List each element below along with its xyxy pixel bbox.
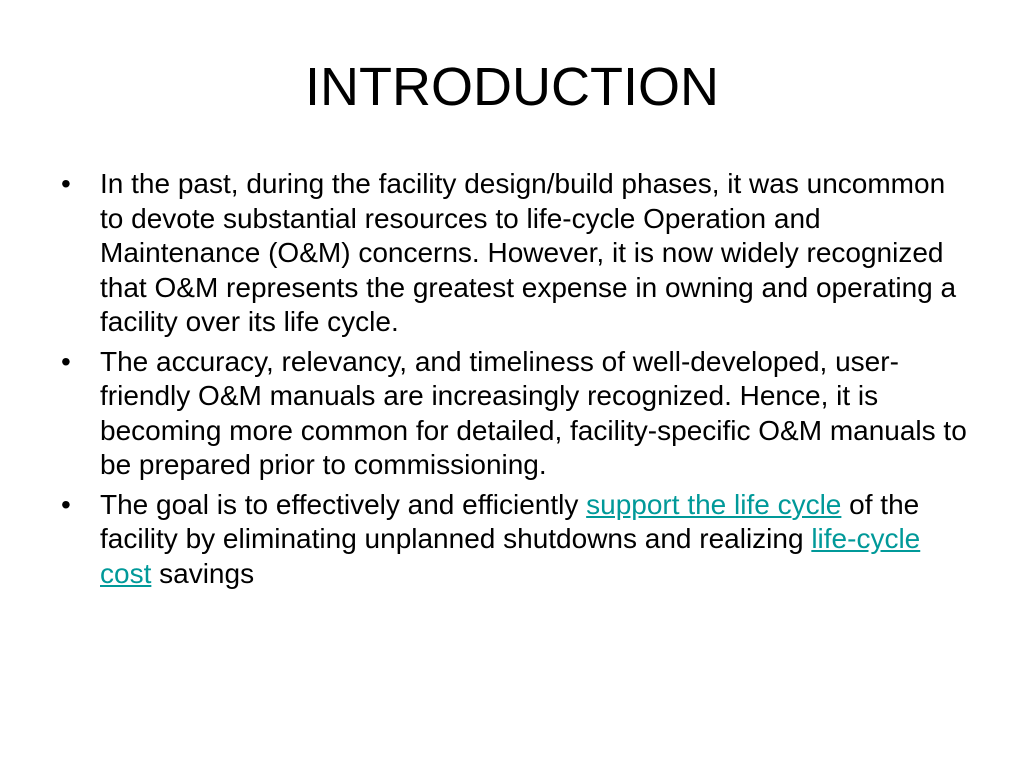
bullet-text-2: The accuracy, relevancy, and timeliness of well-developed, user-friendly O&M manuals are increasingly recognized. Hence, it is becoming more common for detailed, facility-specific O&M manuals to be prepared prior to commissioning. — [100, 345, 967, 480]
bullet-dot: • — [61, 488, 71, 520]
slide-title: INTRODUCTION — [305, 57, 719, 117]
life-cycle-cost-link[interactable]: life-cycle cost — [100, 523, 921, 589]
bullet-item-2 — [58, 345, 968, 483]
bullet-text-3-before: The goal is to effectively and efficiently — [100, 488, 587, 520]
bullet-list — [58, 167, 968, 596]
bullet-item-1 — [58, 167, 968, 340]
bullet-dot: • — [61, 168, 71, 199]
bullet-dot: • — [61, 345, 71, 377]
support-life-cycle-link[interactable]: support the life cycle — [586, 488, 842, 520]
bullet-text-3-middle: of the facility by eliminating unplanned shutdowns and realizing — [100, 488, 920, 554]
bullet-text-1: In the past, during the facility design/build phases, it was uncommon to devote substantial resources to life-cycle Operation and Maintenance (O&M) concerns. However, it is now widely recognized that O&M represents the greatest expense in owning and operating a facility over its life cycle. — [100, 168, 957, 337]
bullet-item-3 — [58, 488, 968, 592]
bullet-text-3-after: savings — [151, 557, 255, 589]
